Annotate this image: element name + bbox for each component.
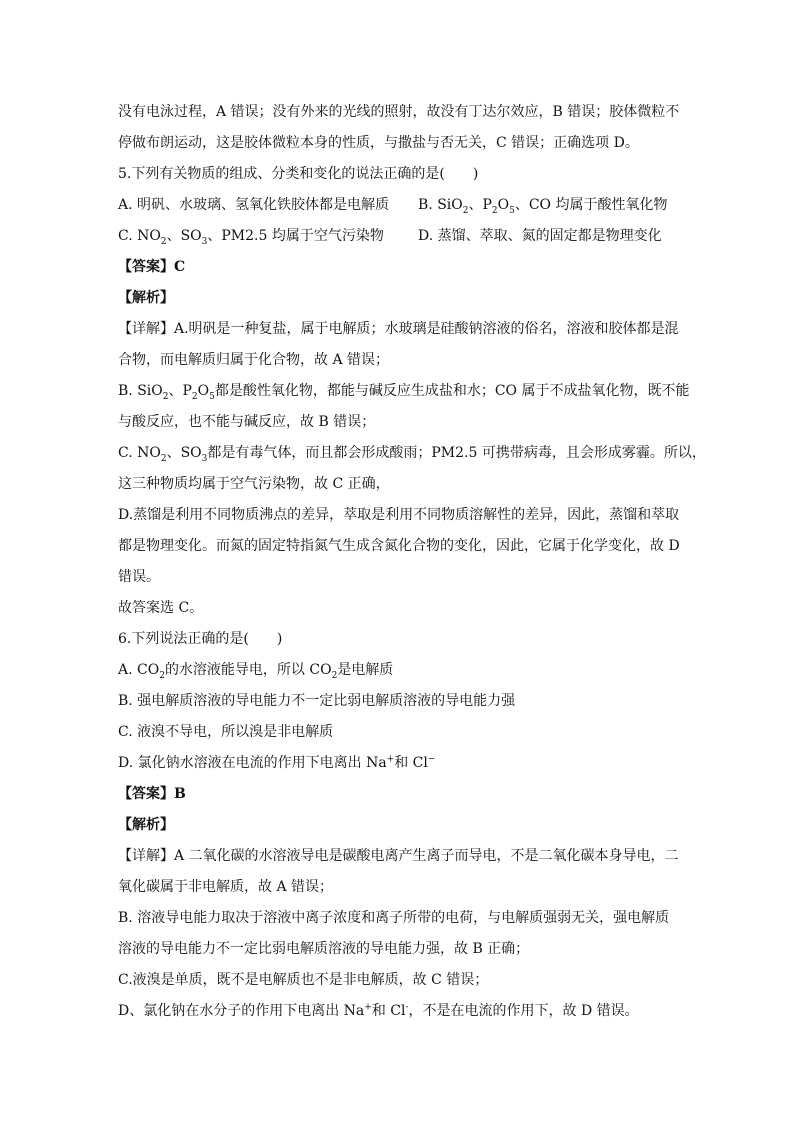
q5-option-c-part: C. NO <box>118 228 161 244</box>
q5-option-b-part: O <box>497 197 510 213</box>
q5-option-c-sub: 3 <box>201 236 208 247</box>
q5-conclusion: 故答案选 C。 <box>118 600 204 616</box>
q5-option-c-part: 、SO <box>166 228 202 244</box>
q5-option-a: A. 明矾、水玻璃、氢氧化铁胶体都是电解质 <box>118 197 390 213</box>
q5-option-c <box>118 221 418 252</box>
q5-option-b-part: B. SiO <box>418 197 463 213</box>
q6-option-d-part: 和 Cl <box>394 755 428 771</box>
document-page <box>118 97 706 1027</box>
q6-option-d-part: D. 氯化钠水溶液在电流的作用下电离出 Na <box>118 755 387 771</box>
q5-detail-b-sub: 2 <box>191 391 198 402</box>
q5-option-b-sub: 2 <box>491 205 498 216</box>
q6-option-d-sup: − <box>427 754 436 765</box>
q6-detail-d-part: ，不是在电流的作用下，故 D 错误。 <box>408 1003 639 1019</box>
q6-option-d-sup: + <box>386 754 395 765</box>
q5-detail-b <box>118 376 690 407</box>
q6-detail-d-sup: - <box>405 1002 409 1013</box>
q5-detail-d-line-2: 都是物理变化。而氮的固定特指氮气生成含氮化合物的变化，因此，它属于化学变化，故 D <box>118 538 680 554</box>
q6-option-a-part: 的水溶液能导电，所以 CO <box>164 662 332 678</box>
q6-detail-d-sup: + <box>364 1002 372 1013</box>
q5-option-b-sub: 2 <box>462 205 469 216</box>
q5-option-b-part: 、P <box>468 197 492 213</box>
q5-option-c-part: 、PM2.5 均属于空气污染物 <box>207 228 384 244</box>
q5-option-d: D. 蒸馏、萃取、氮的固定都是物理变化 <box>418 228 662 244</box>
intro-line-2: 停做布朗运动，这是胶体微粒本身的性质，与撒盐与否无关，C 错误；正确选项 D。 <box>118 135 639 151</box>
q5-detail-b-sub: 2 <box>162 391 169 402</box>
q5-detail-c-part: 、SO <box>166 445 202 461</box>
q6-option-a-sub: 2 <box>331 670 338 681</box>
q5-option-c-sub: 2 <box>160 236 167 247</box>
q6-detail-line-4: 溶液的导电能力不一定比弱电解质溶液的导电能力强，故 B 正确； <box>118 941 530 957</box>
q5-detail-c <box>118 438 706 469</box>
q5-detail-c-sub: 2 <box>160 453 167 464</box>
q5-detail-d-line-1: D.蒸馏是利用不同物质沸点的差异，萃取是利用不同物质溶解性的差异，因此，蒸馏和萃取 <box>118 507 680 523</box>
q6-option-a <box>118 655 678 686</box>
q6-option-a-part: 是电解质 <box>337 662 394 678</box>
q6-stem: 6.下列说法正确的是( ) <box>118 631 283 647</box>
q5-detail-b-part: O <box>197 383 210 399</box>
q5-option-b-part: 、CO 均属于酸性氧化物 <box>514 197 668 213</box>
q5-detail-b-part: 、P <box>168 383 192 399</box>
q6-detail-line-2: 氧化碳属于非电解质，故 A 错误； <box>118 879 334 895</box>
q6-option-b: B. 强电解质溶液的导电能力不一定比弱电解质溶液的导电能力强 <box>118 693 516 709</box>
q5-analysis-title: 【解析】 <box>118 290 174 306</box>
intro-line-1: 没有电泳过程，A 错误；没有外来的光线的照射，故没有丁达尔效应，B 错误；胶体微粒不 <box>118 104 680 120</box>
q6-detail-d-part: 和 Cl <box>371 1003 406 1019</box>
q6-answer: 【答案】B <box>118 786 186 802</box>
q6-detail-d-part: D、氯化钠在水分子的作用下电离出 Na <box>118 1003 365 1019</box>
q5-stem: 5.下列有关物质的组成、分类和变化的说法正确的是( ) <box>118 166 479 182</box>
q5-detail-b-part: B. SiO <box>118 383 163 399</box>
q6-detail-line-1: 【详解】A 二氧化碳的水溶液导电是碳酸电离产生离子而导电，不是二氧化碳本身导电，二 <box>118 848 679 864</box>
q5-detail-line-2: 合物，而电解质归属于化合物，故 A 错误； <box>118 352 390 368</box>
q5-detail-d-line-3: 错误。 <box>118 569 160 585</box>
q5-detail-c-sub: 3 <box>201 453 208 464</box>
q6-detail-line-3: B. 溶液导电能力取决于溶液中离子浓度和离子所带的电荷，与电解质强弱无关，强电解质 <box>118 910 670 926</box>
q6-option-d <box>118 748 678 779</box>
q5-detail-b-sub: 5 <box>209 391 215 402</box>
q5-options-row-2 <box>118 221 678 252</box>
q5-detail-c-part: C. NO <box>118 445 161 461</box>
q5-answer: 【答案】C <box>118 259 186 275</box>
q6-analysis-title: 【解析】 <box>118 817 174 833</box>
q6-detail-line-5: C.液溴是单质，既不是电解质也不是非电解质，故 C 错误； <box>118 972 489 988</box>
q5-detail-b2: 与酸反应，也不能与碱反应，故 B 错误； <box>118 414 376 430</box>
q5-detail-c-part: 都是有毒气体，而且都会形成酸雨；PM2.5 可携带病毒，且会形成雾霾。所以， <box>207 445 706 461</box>
q5-option-b-sub: 5 <box>509 205 515 216</box>
q6-option-a-sub: 2 <box>159 670 165 681</box>
q6-option-c: C. 液溴不导电，所以溴是非电解质 <box>118 724 334 740</box>
q6-detail-d <box>118 996 678 1027</box>
q5-option-b <box>418 190 667 221</box>
q6-option-a-part: A. CO <box>118 662 160 678</box>
q5-options-row-1 <box>118 190 678 221</box>
q5-detail-c2: 这三种物质均属于空气污染物，故 C 正确， <box>118 476 390 492</box>
q5-detail-b-part: 都是酸性氧化物，都能与碱反应生成盐和水；CO 属于不成盐氧化物，既不能 <box>214 383 690 399</box>
q5-detail-line-1: 【详解】A.明矾是一种复盐，属于电解质；水玻璃是硅酸钠溶液的俗名，溶液和胶体都是混 <box>118 321 679 337</box>
